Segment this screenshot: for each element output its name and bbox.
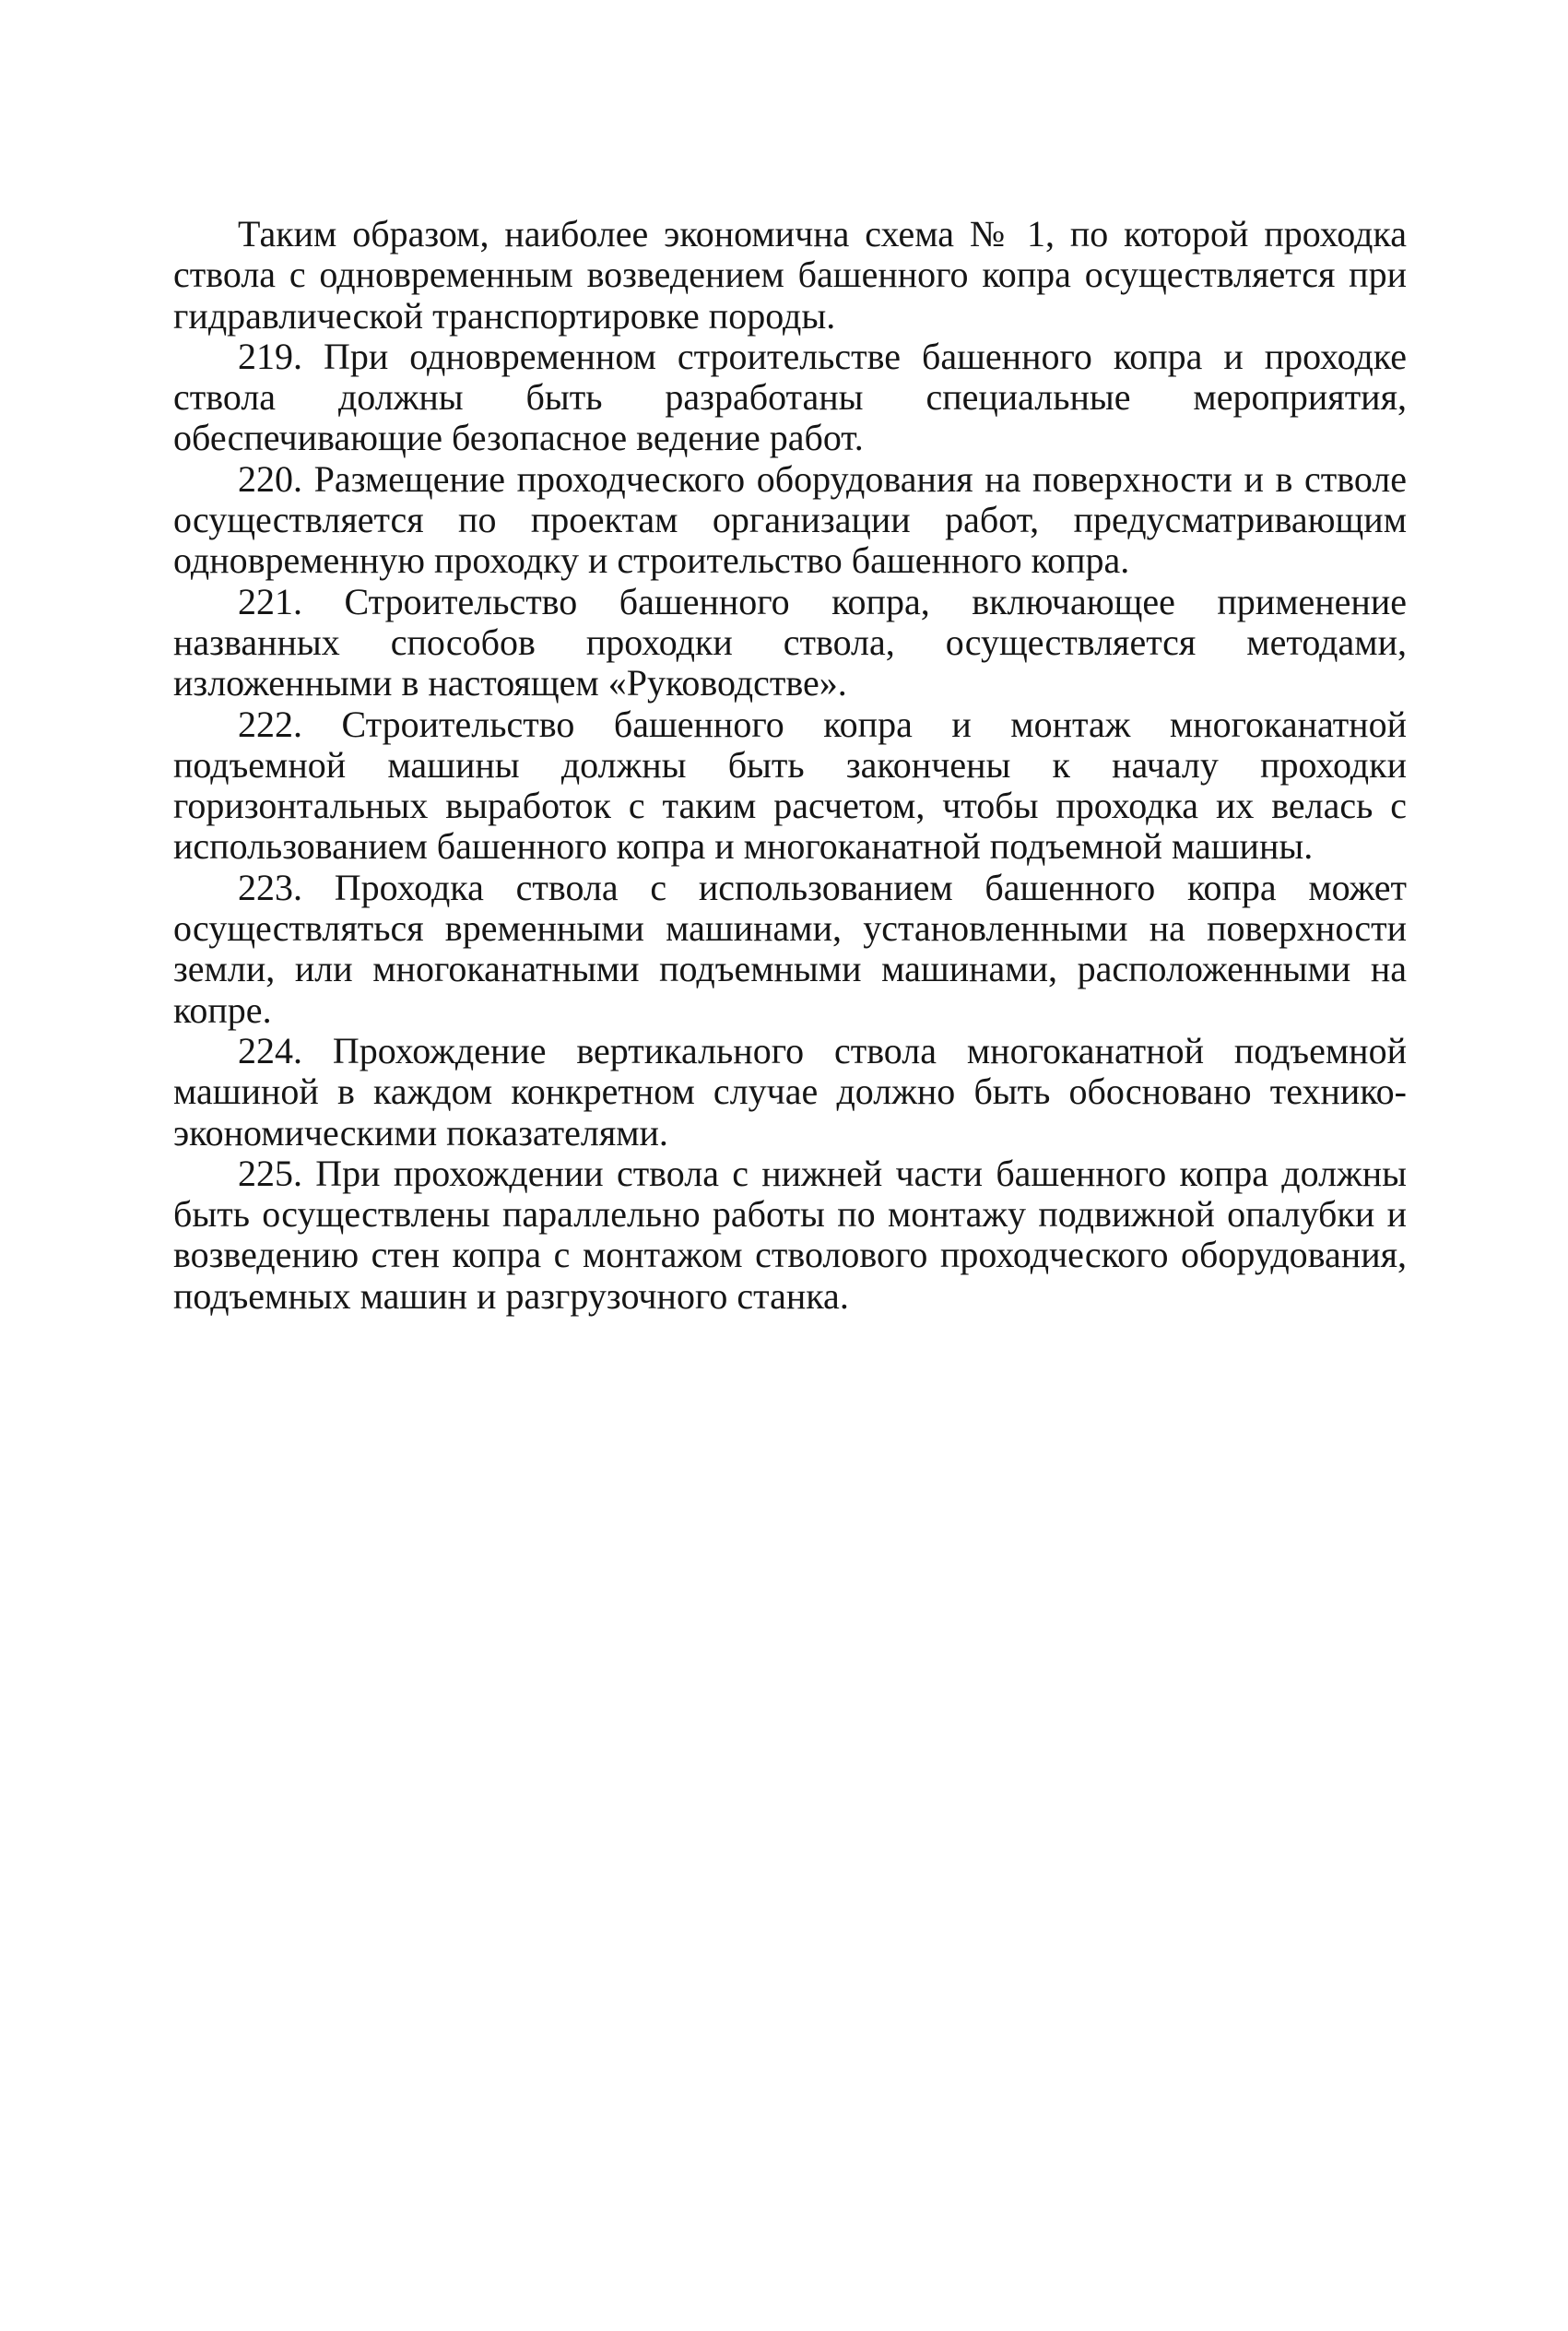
paragraph-223: 223. Проходка ствола с использованием башенного копра может осуществляться временными машинами, установленными на поверхности земли, или многоканатными подъемными машинами, расположенными на копре. [173,866,1407,1031]
paragraph-221: 221. Строительство башенного копра, включающее применение названных способов проходки ствола, осуществляется методами, изложенными в настоящем «Руководстве». [173,580,1407,704]
paragraph-224: 224. Прохождение вертикального ствола многоканатной подъемной машиной в каждом конкретном случае должно быть обосновано технико-экономическими показателями. [173,1029,1407,1154]
paragraph-225: 225. При прохождении ствола с нижней части башенного копра должны быть осуществлены параллельно работы по монтажу подвижной опалубки и возведению стен копра с монтажом стволового проходческого оборудования, подъемных машин и разгрузочного станка. [173,1152,1407,1317]
paragraph-219: 219. При одновременном строительстве башенного копра и проходке ствола должны быть разработаны специальные мероприятия, обеспечивающие безопасное ведение работ. [173,335,1407,459]
body-text [173,214,1407,1317]
paragraph-220: 220. Размещение проходческого оборудования на поверхности и в стволе осуществляется по проектам организации работ, предусматривающим одновременную проходку и строительство башенного копра. [173,457,1407,582]
paragraph-intro: Таким образом, наиболее экономична схема № 1, по которой проходка ствола с одновременным возведением башенного копра осуществляется при гидравлической транспортировке породы. [173,213,1407,337]
paragraph-222: 222. Строительство башенного копра и монтаж многоканатной подъемной машины должны быть закончены к началу проходки горизонтальных выработок с таким расчетом, чтобы проходка их велась с использованием башенного копра и многоканатной подъемной машины. [173,703,1407,868]
